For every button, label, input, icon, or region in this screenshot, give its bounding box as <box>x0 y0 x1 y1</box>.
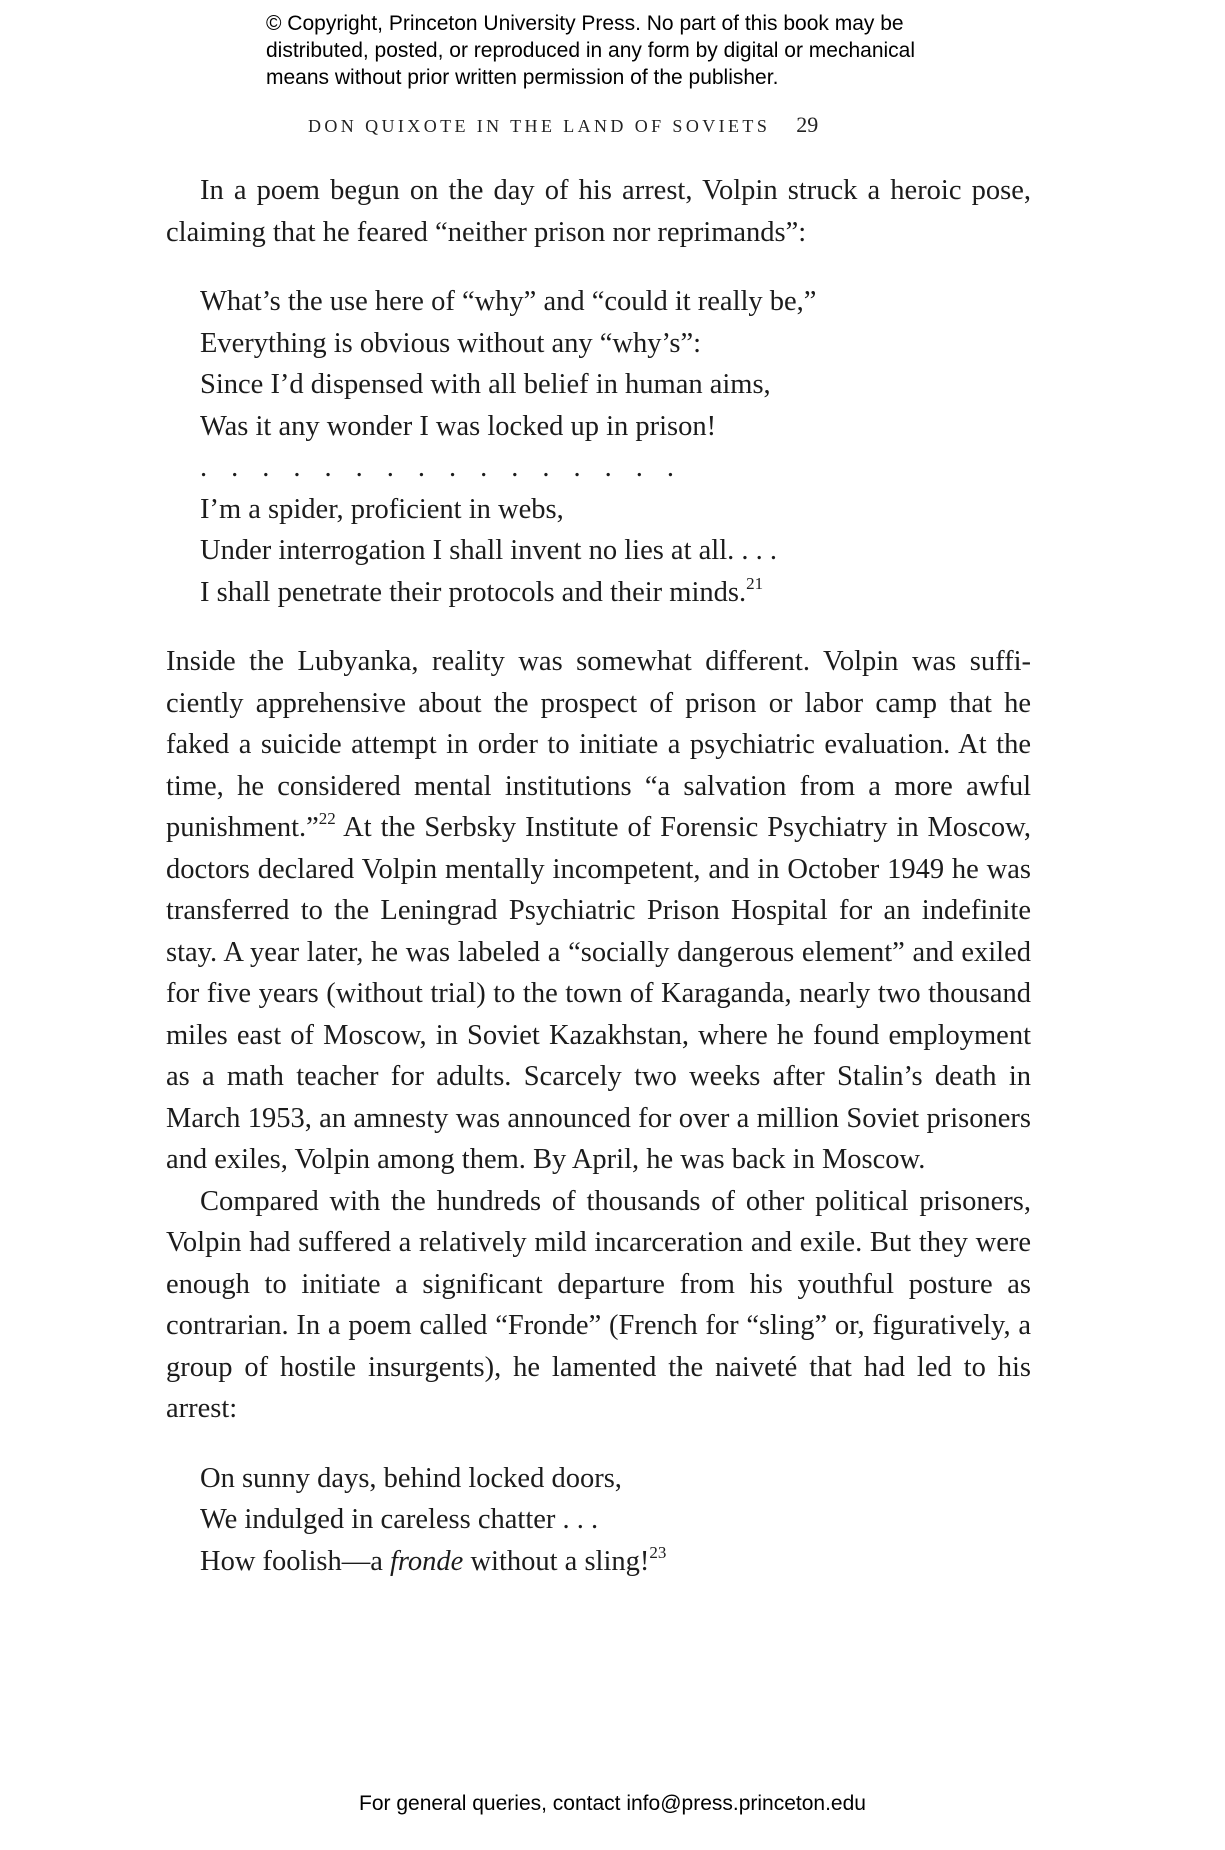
poem-line: We indulged in careless chatter . . . <box>200 1504 599 1535</box>
body-text <box>166 170 1031 1610</box>
footnote-marker[interactable]: 23 <box>649 1542 667 1562</box>
italic-word: fronde <box>389 1545 464 1577</box>
poem-line: Everything is obvious without any “why’s”: <box>200 327 702 359</box>
poem-ellipsis-row: ................ <box>200 452 698 483</box>
paragraph: In a poem begun on the day of his arrest, Volpin struck a heroic pose, claiming that he feared “neither prison nor reprimands”: <box>166 175 1031 248</box>
paragraph: Compared with the hundreds of thousands of other political prisoners, Volpin had suffered a relatively mild incarceration and exile. But they were enough to initiate a significant departure from his youthful posture as contrarian. In a poem called “Fronde” (French for “sling” or, figuratively, a group of hostile insurgents), he lamented the naiveté that had led to his arrest: <box>166 1185 1031 1424</box>
poem-line-text: without a sling! <box>463 1545 650 1577</box>
poem-quotation <box>200 281 1031 613</box>
copyright-line: distributed, posted, or reproduced in any form by digital or mechanical <box>266 39 916 62</box>
poem-quotation <box>200 1458 1031 1583</box>
copyright-line: © Copyright, Princeton University Press. No part of this book may be <box>266 12 904 35</box>
footnote-marker[interactable]: 21 <box>746 573 764 593</box>
poem-line: Since I’d dispensed with all belief in human aims, <box>200 369 771 400</box>
copyright-line: means without prior written permission of the publisher. <box>266 66 779 89</box>
page-number: 29 <box>796 112 819 137</box>
poem-line: Was it any wonder I was locked up in prison! <box>200 410 717 442</box>
poem-line-text: How foolish—a <box>200 1545 390 1577</box>
poem-line: What’s the use here of “why” and “could it really be,” <box>200 286 817 317</box>
paragraph <box>166 641 1031 1181</box>
footnote-marker[interactable]: 22 <box>318 809 336 828</box>
poem-line <box>200 572 1031 614</box>
copyright-notice <box>266 10 1026 91</box>
paragraph-text: Inside the Lubyanka, reality was somewhat different. Volpin was sufficiently apprehensive about the prospect of prison or labor camp that he faked a suicide attempt in order to initiate a psychiatric evaluation. At the time, he considered mental institutions “a salvation from a more awful punishment.” <box>166 646 1031 843</box>
paragraph-text: At the Serbsky Institute of Forensic Psychiatry in Moscow, doctors declared Volpin mentally incompetent, and in October 1949 he was transferred to the Leningrad Psychiatric Prison Hospital for an indefinite stay. A year later, he was labeled a “socially dangerous element” and exiled for five years (without trial) to the town of Karaganda, nearly two thousand miles east of Moscow, in Soviet Kazakhstan, where he found employment as a math teacher for adults. Scarcely two weeks after Stalin’s death in March 1953, an amnesty was announced for over a million Soviet prisoners and exiles, Volpin among them. By April, he was back in Moscow. <box>166 812 1031 1175</box>
poem-line-text: I shall penetrate their protocols and their minds. <box>200 576 747 608</box>
poem-line: I’m a spider, proficient in webs, <box>200 493 564 525</box>
running-head-title: DON QUIXOTE IN THE LAND OF SOVIETS <box>308 116 771 136</box>
poem-line <box>200 1541 1031 1583</box>
footer-contact: For general queries, contact info@press.princeton.edu <box>359 1792 866 1815</box>
poem-line: Under interrogation I shall invent no lies at all. . . . <box>200 535 777 566</box>
running-head <box>308 112 1008 138</box>
poem-line: On sunny days, behind locked doors, <box>200 1462 622 1494</box>
